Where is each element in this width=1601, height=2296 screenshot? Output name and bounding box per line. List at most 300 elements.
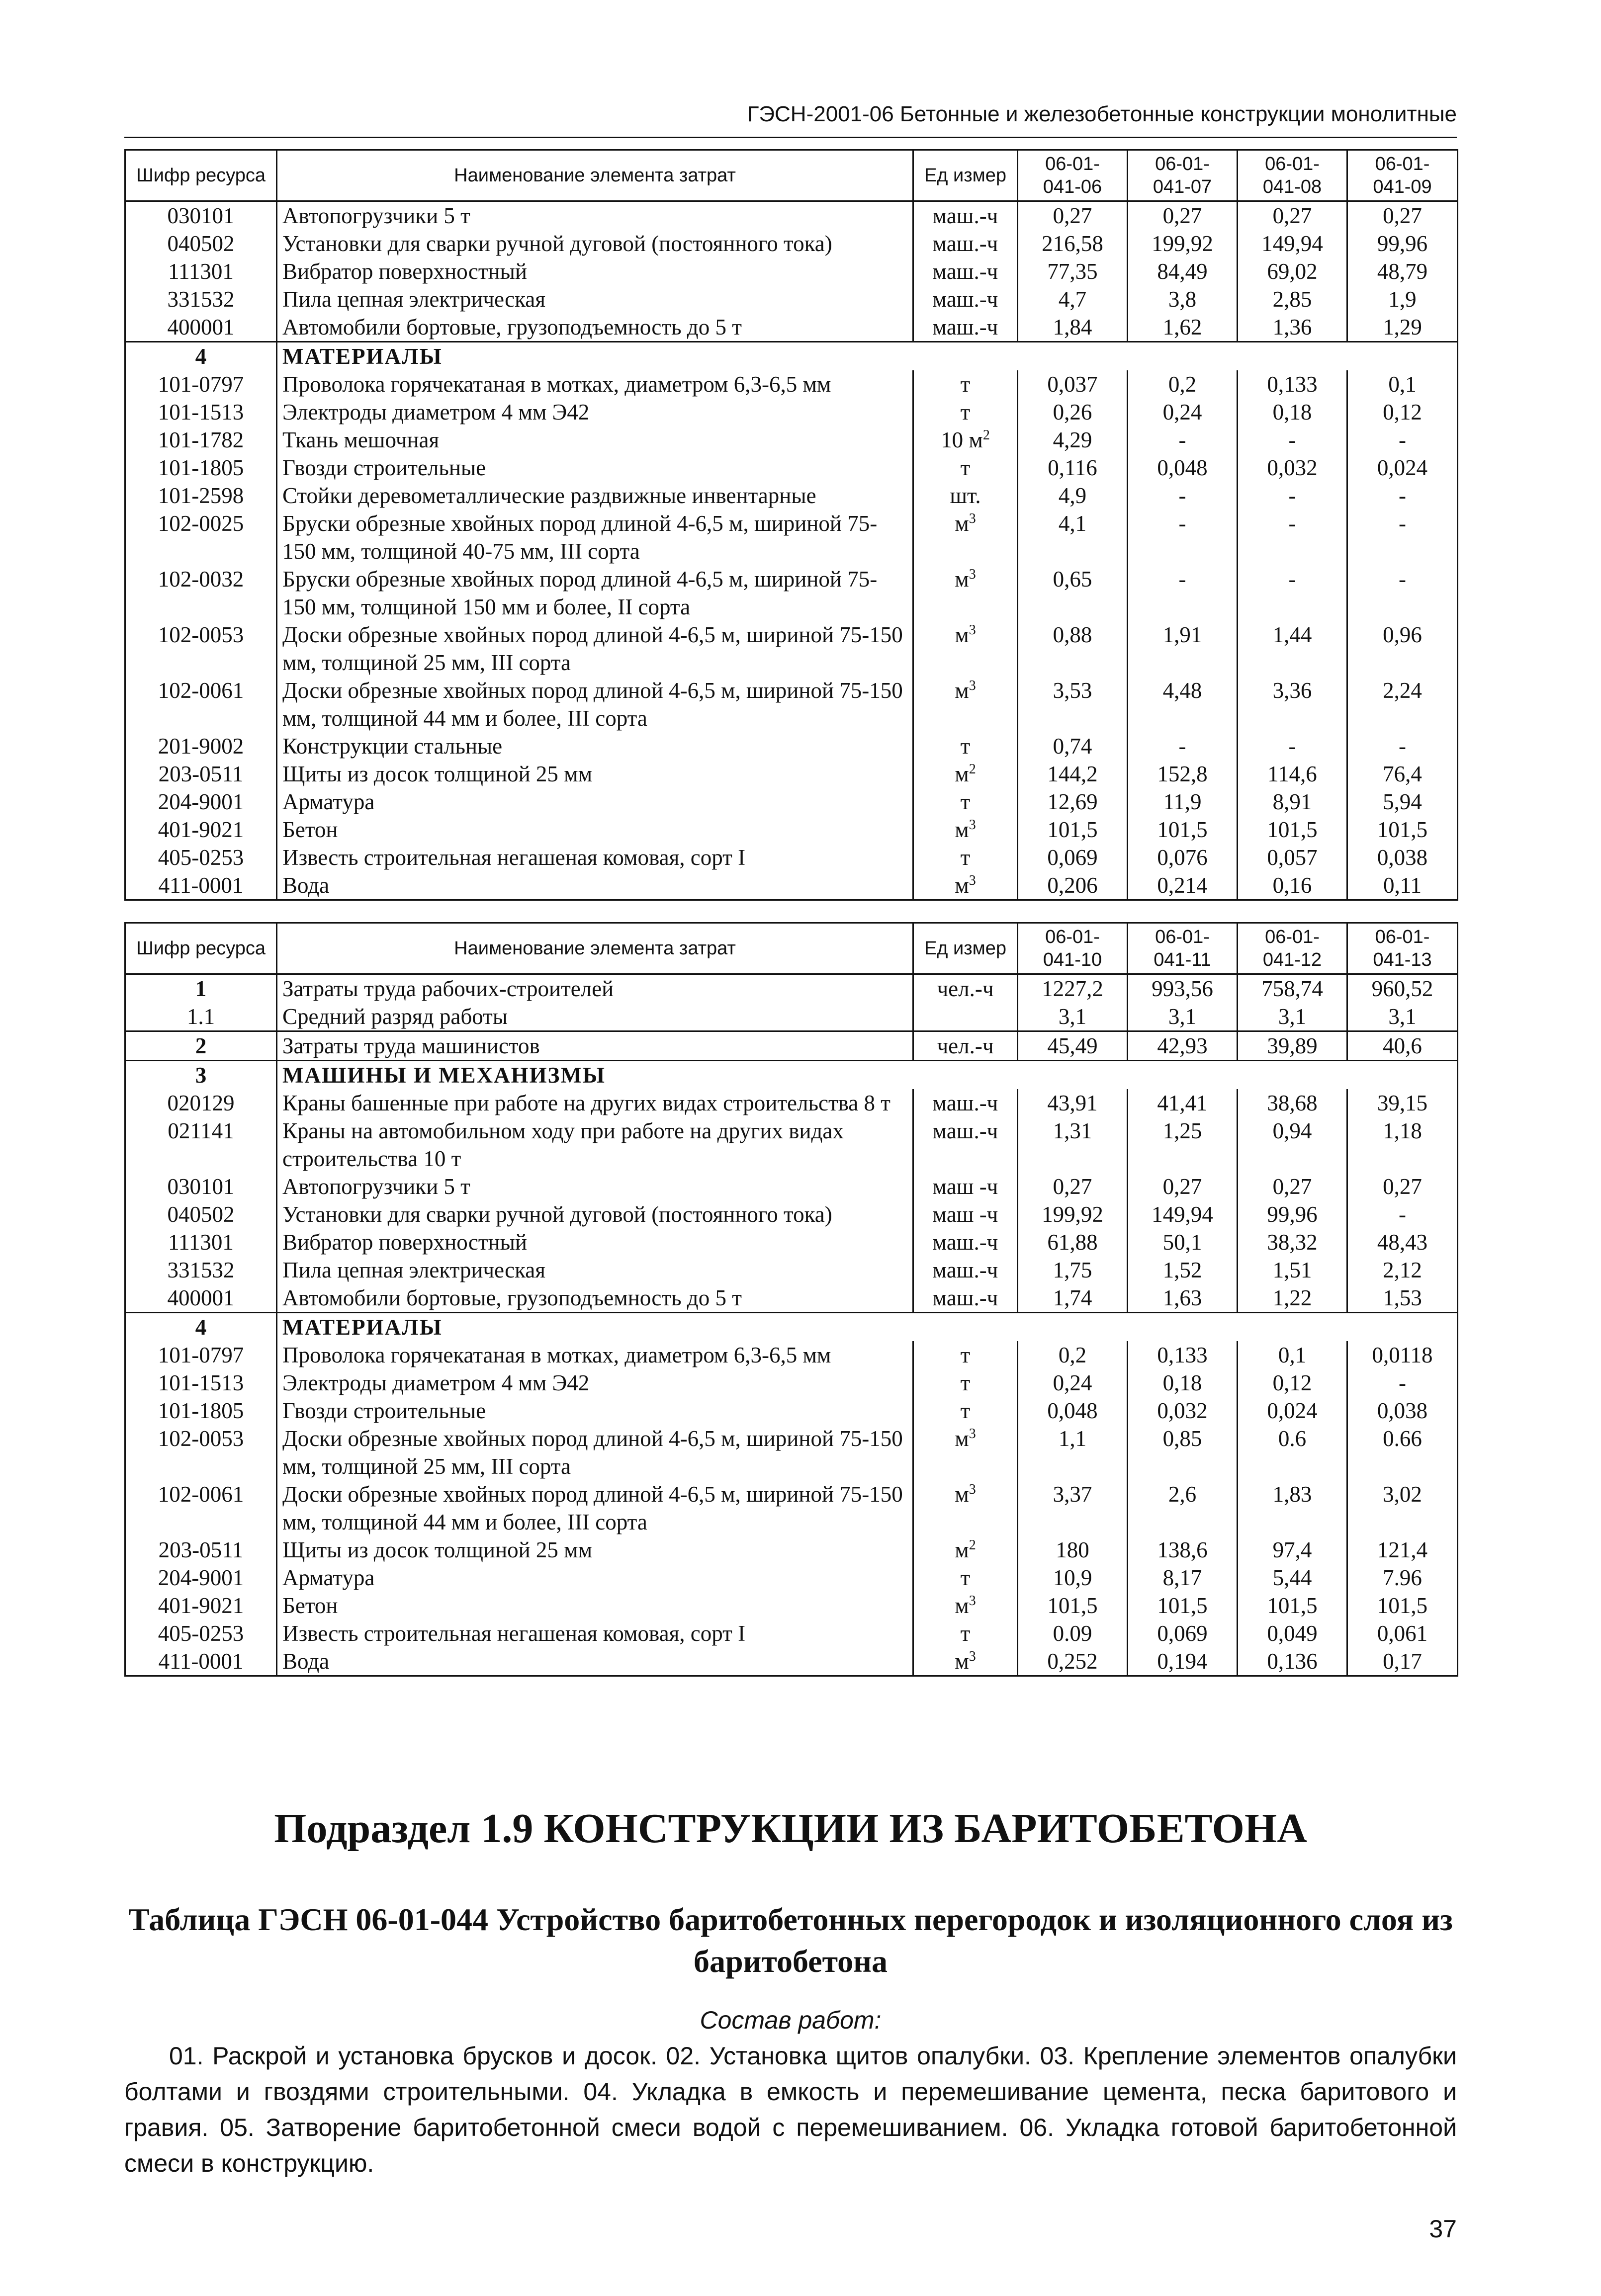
resource-code: 101-1513 (125, 1369, 277, 1397)
unit-exponent: 2 (969, 1537, 976, 1553)
value-cell: 0,24 (1128, 398, 1238, 426)
table-row (125, 1089, 1458, 1117)
value-cell: 101,5 (1347, 1592, 1458, 1619)
resource-name: Пила цепная электрическая (277, 285, 913, 313)
table-row (125, 760, 1458, 788)
unit-text: м (955, 1426, 969, 1451)
unit-cell (913, 1536, 1018, 1564)
unit-text: м (955, 1482, 969, 1507)
value-cell: 0,16 (1238, 871, 1347, 900)
value-cell: - (1347, 426, 1458, 454)
value-cell: - (1238, 510, 1347, 565)
composition-label: Состав работ: (700, 2006, 882, 2034)
value-cell: 0,85 (1128, 1425, 1238, 1480)
value-cell: - (1128, 565, 1238, 621)
value-cell: 0,26 (1018, 398, 1128, 426)
unit-text: т (960, 1565, 971, 1590)
value-cell: 1,22 (1238, 1284, 1347, 1313)
value-cell: - (1128, 732, 1238, 760)
unit-text: маш.-ч (932, 231, 998, 256)
unit-cell (913, 398, 1018, 426)
unit-cell (913, 1619, 1018, 1647)
value-cell: 1,84 (1018, 313, 1128, 342)
value-cell: 0,038 (1347, 844, 1458, 871)
value-cell: 1,74 (1018, 1284, 1128, 1313)
value-cell: - (1128, 510, 1238, 565)
value-cell: 101,5 (1238, 816, 1347, 844)
value-cell: 69,02 (1238, 257, 1347, 285)
unit-exponent: 3 (969, 567, 976, 582)
unit-text: чел.-ч (937, 976, 994, 1001)
unit-cell (913, 1089, 1018, 1117)
resource-name: Доски обрезные хвойных пород длиной 4-6,5 м, шириной 75-150 мм, толщиной 44 мм и более, III сорта (277, 677, 913, 732)
unit-cell (913, 565, 1018, 621)
value-cell: 1,9 (1347, 285, 1458, 313)
section-number: 4 (125, 1313, 277, 1342)
unit-cell (913, 1647, 1018, 1676)
value-cell: - (1347, 482, 1458, 510)
table-row (125, 1592, 1458, 1619)
value-cell: 2,24 (1347, 677, 1458, 732)
value-cell: 40,6 (1347, 1031, 1458, 1061)
value-cell: 101,5 (1128, 1592, 1238, 1619)
unit-text: т (960, 734, 971, 759)
value-cell: 39,15 (1347, 1089, 1458, 1117)
resource-name: Электроды диаметром 4 мм Э42 (277, 398, 913, 426)
resource-code: 401-9021 (125, 816, 277, 844)
unit-text: т (960, 1343, 971, 1367)
resource-name: Конструкции стальные (277, 732, 913, 760)
value-cell: 1,31 (1018, 1117, 1128, 1173)
value-cell: 960,52 (1347, 974, 1458, 1003)
table-row (125, 1173, 1458, 1200)
unit-cell (913, 1003, 1018, 1031)
table-row (125, 871, 1458, 900)
value-cell: 0,057 (1238, 844, 1347, 871)
value-cell: 3,53 (1018, 677, 1128, 732)
resource-code: 102-0061 (125, 1480, 277, 1536)
table-row (125, 565, 1458, 621)
resource-name: Бруски обрезные хвойных пород длиной 4-6,5 м, шириной 75-150 мм, толщиной 40-75 мм, III сорта (277, 510, 913, 565)
unit-text: т (960, 1621, 971, 1646)
resource-table-1 (124, 149, 1458, 901)
unit-exponent: 3 (969, 817, 976, 833)
table-row (125, 510, 1458, 565)
resource-name: Вода (277, 871, 913, 900)
value-cell: 0,27 (1238, 201, 1347, 230)
value-cell: 0,27 (1347, 201, 1458, 230)
resource-name: Гвозди строительные (277, 454, 913, 482)
unit-cell (913, 230, 1018, 257)
value-cell: 1,25 (1128, 1117, 1238, 1173)
value-cell: 2,85 (1238, 285, 1347, 313)
table-row (125, 201, 1458, 230)
table-row (125, 1256, 1458, 1284)
value-cell: 0.09 (1018, 1619, 1128, 1647)
value-cell: 4,29 (1018, 426, 1128, 454)
value-cell: 0,27 (1128, 201, 1238, 230)
table-row (125, 482, 1458, 510)
value-cell: 993,56 (1128, 974, 1238, 1003)
table-row (125, 844, 1458, 871)
unit-exponent: 2 (969, 762, 976, 777)
section-row (125, 1061, 1458, 1090)
header-col: 06-01- 041-12 (1238, 923, 1347, 974)
resource-code: 204-9001 (125, 788, 277, 816)
unit-text: маш.-ч (932, 1118, 998, 1143)
resource-name: Проволока горячекатаная в мотках, диаметром 6,3-6,5 мм (277, 1341, 913, 1369)
resource-code: 400001 (125, 1284, 277, 1313)
resource-code: 020129 (125, 1089, 277, 1117)
value-cell: 121,4 (1347, 1536, 1458, 1564)
unit-text: маш.-ч (932, 259, 998, 284)
value-cell: 0,27 (1238, 1173, 1347, 1200)
value-cell: 0,038 (1347, 1397, 1458, 1425)
value-cell: 101,5 (1018, 1592, 1128, 1619)
unit-exponent: 2 (982, 427, 990, 443)
unit-cell (913, 816, 1018, 844)
unit-cell (913, 788, 1018, 816)
table-row (125, 1564, 1458, 1592)
resource-code: 030101 (125, 1173, 277, 1200)
value-cell: 3,37 (1018, 1480, 1128, 1536)
resource-code: 101-0797 (125, 1341, 277, 1369)
unit-text: т (960, 1370, 971, 1395)
unit-text: чел.-ч (937, 1033, 994, 1058)
composition-text: 01. Раскрой и установка брусков и досок. 02. Установка щитов опалубки. 03. Крепление элементов опалубки болтами и гвоздями строительными. 04. Укладка в емкость и перемешивание цемента, песка баритового и гравия. 05. Затворение баритобетонной смеси водой с перемешиванием. 06. Укладка готовой баритобетонной смеси в конструкцию. (124, 2042, 1457, 2177)
value-cell: 0,049 (1238, 1619, 1347, 1647)
value-cell: 0,1 (1347, 370, 1458, 398)
table-row (125, 398, 1458, 426)
value-cell: 101,5 (1018, 816, 1128, 844)
table-row (125, 1619, 1458, 1647)
value-cell: 0,0118 (1347, 1341, 1458, 1369)
value-cell: 1,62 (1128, 313, 1238, 342)
unit-text: м (955, 678, 969, 703)
resource-code: 203-0511 (125, 1536, 277, 1564)
unit-text: т (960, 789, 971, 814)
unit-cell (913, 1480, 1018, 1536)
unit-cell (913, 760, 1018, 788)
unit-text: маш.-ч (932, 315, 998, 340)
unit-cell (913, 426, 1018, 454)
value-cell: - (1347, 565, 1458, 621)
page-number: 37 (1429, 2215, 1457, 2243)
value-cell: 1,75 (1018, 1256, 1128, 1284)
value-cell: 0,96 (1347, 621, 1458, 677)
unit-cell (913, 1341, 1018, 1369)
value-cell: 0,032 (1128, 1397, 1238, 1425)
value-cell: 1,83 (1238, 1480, 1347, 1536)
resource-code: 1.1 (125, 1003, 277, 1031)
resource-name: Стойки деревометаллические раздвижные инвентарные (277, 482, 913, 510)
resource-code: 411-0001 (125, 1647, 277, 1676)
header-col: 06-01- 041-10 (1018, 923, 1128, 974)
section-row (125, 342, 1458, 371)
unit-cell (913, 257, 1018, 285)
resource-name: Гвозди строительные (277, 1397, 913, 1425)
value-cell: 0.66 (1347, 1425, 1458, 1480)
table-row (125, 230, 1458, 257)
unit-exponent: 3 (969, 873, 976, 888)
page-header: ГЭСН-2001-06 Бетонные и железобетонные конструкции монолитные (124, 97, 1457, 138)
value-cell: 0,069 (1018, 844, 1128, 871)
table-row (125, 426, 1458, 454)
value-cell: 199,92 (1018, 1200, 1128, 1228)
value-cell: 4,9 (1018, 482, 1128, 510)
unit-cell (913, 201, 1018, 230)
value-cell: 0,048 (1018, 1397, 1128, 1425)
unit-cell (913, 732, 1018, 760)
unit-cell (913, 1228, 1018, 1256)
value-cell: 0,24 (1018, 1369, 1128, 1397)
value-cell: 149,94 (1128, 1200, 1238, 1228)
unit-text: м (955, 567, 969, 592)
table-row (125, 788, 1458, 816)
value-cell: 84,49 (1128, 257, 1238, 285)
unit-cell (913, 482, 1018, 510)
resource-code: 102-0032 (125, 565, 277, 621)
unit-cell (913, 510, 1018, 565)
resource-name: Автопогрузчики 5 т (277, 201, 913, 230)
resource-code: 101-1513 (125, 398, 277, 426)
value-cell: 0,2 (1018, 1341, 1128, 1369)
value-cell: 11,9 (1128, 788, 1238, 816)
table-row (125, 974, 1458, 1003)
value-cell: - (1347, 1369, 1458, 1397)
resource-name: Установки для сварки ручной дуговой (постоянного тока) (277, 230, 913, 257)
value-cell: 2,12 (1347, 1256, 1458, 1284)
value-cell: 2,6 (1128, 1480, 1238, 1536)
resource-name: Вибратор поверхностный (277, 1228, 913, 1256)
value-cell: 0,1 (1238, 1341, 1347, 1369)
resource-code: 101-1782 (125, 426, 277, 454)
unit-cell (913, 1117, 1018, 1173)
value-cell: 7.96 (1347, 1564, 1458, 1592)
resource-name: Установки для сварки ручной дуговой (постоянного тока) (277, 1200, 913, 1228)
header-name: Наименование элемента затрат (277, 923, 913, 974)
unit-text: м (955, 511, 969, 536)
value-cell: 0,27 (1018, 201, 1128, 230)
unit-cell (913, 1397, 1018, 1425)
value-cell: 1,29 (1347, 313, 1458, 342)
value-cell: 76,4 (1347, 760, 1458, 788)
section-number: 4 (125, 342, 277, 371)
resource-code: 405-0253 (125, 1619, 277, 1647)
value-cell: 0,037 (1018, 370, 1128, 398)
resource-name: Автомобили бортовые, грузоподъемность до 5 т (277, 313, 913, 342)
section-row (125, 1313, 1458, 1342)
value-cell: - (1128, 426, 1238, 454)
unit-text: м (955, 1593, 969, 1618)
table-row (125, 1117, 1458, 1173)
unit-text: шт. (950, 483, 981, 508)
resource-code: 021141 (125, 1117, 277, 1173)
resource-code: 331532 (125, 1256, 277, 1284)
resource-name: Арматура (277, 1564, 913, 1592)
unit-text: м (955, 1649, 969, 1674)
table-row (125, 1536, 1458, 1564)
header-col: 06-01- 041-13 (1347, 923, 1458, 974)
table-row (125, 257, 1458, 285)
value-cell: 99,96 (1238, 1200, 1347, 1228)
unit-text: маш -ч (932, 1174, 998, 1199)
resource-code: 102-0053 (125, 1425, 277, 1480)
value-cell: 77,35 (1018, 257, 1128, 285)
value-cell: 38,68 (1238, 1089, 1347, 1117)
value-cell: 1,53 (1347, 1284, 1458, 1313)
header-col: 06-01- 041-07 (1128, 150, 1238, 201)
table-body (125, 201, 1458, 900)
value-cell: 0,061 (1347, 1619, 1458, 1647)
header-col: 06-01- 041-08 (1238, 150, 1347, 201)
value-cell: 101,5 (1347, 816, 1458, 844)
resource-name: Щиты из досок толщиной 25 мм (277, 1536, 913, 1564)
unit-text: м (955, 817, 969, 842)
value-cell: 0,17 (1347, 1647, 1458, 1676)
value-cell: 0,048 (1128, 454, 1238, 482)
value-cell: 3,1 (1128, 1003, 1238, 1031)
value-cell: 1,91 (1128, 621, 1238, 677)
unit-text: маш.-ч (932, 1285, 998, 1310)
resource-name: Автопогрузчики 5 т (277, 1173, 913, 1200)
value-cell: 3,02 (1347, 1480, 1458, 1536)
value-cell: 97,4 (1238, 1536, 1347, 1564)
unit-text: м (955, 873, 969, 898)
resource-code: 204-9001 (125, 1564, 277, 1592)
resource-name: Автомобили бортовые, грузоподъемность до 5 т (277, 1284, 913, 1313)
value-cell: 50,1 (1128, 1228, 1238, 1256)
resource-name: Бетон (277, 1592, 913, 1619)
value-cell: 180 (1018, 1536, 1128, 1564)
value-cell: 0,27 (1347, 1173, 1458, 1200)
unit-cell (913, 1369, 1018, 1397)
section-title: МАШИНЫ И МЕХАНИЗМЫ (277, 1061, 1458, 1090)
value-cell: 0,116 (1018, 454, 1128, 482)
value-cell: 0,076 (1128, 844, 1238, 871)
resource-code: 203-0511 (125, 760, 277, 788)
unit-text: т (960, 845, 971, 870)
value-cell: 152,8 (1128, 760, 1238, 788)
resource-name: Бетон (277, 816, 913, 844)
value-cell: 101,5 (1238, 1592, 1347, 1619)
unit-text: т (960, 1398, 971, 1423)
unit-cell (913, 1200, 1018, 1228)
unit-text: маш.-ч (932, 287, 998, 312)
value-cell: 1,18 (1347, 1117, 1458, 1173)
unit-text: т (960, 455, 971, 480)
value-cell: 3,8 (1128, 285, 1238, 313)
value-cell: 12,69 (1018, 788, 1128, 816)
value-cell: 101,5 (1128, 816, 1238, 844)
value-cell: 4,7 (1018, 285, 1128, 313)
unit-exponent: 3 (969, 1482, 976, 1497)
value-cell: 0,12 (1238, 1369, 1347, 1397)
value-cell: 0,133 (1128, 1341, 1238, 1369)
value-cell: 0,133 (1238, 370, 1347, 398)
table-body (125, 974, 1458, 1676)
resource-name: Известь строительная негашеная комовая, сорт I (277, 844, 913, 871)
resource-name: Щиты из досок толщиной 25 мм (277, 760, 913, 788)
value-cell: 61,88 (1018, 1228, 1128, 1256)
unit-cell (913, 871, 1018, 900)
unit-cell (913, 1284, 1018, 1313)
unit-cell (913, 1564, 1018, 1592)
value-cell: 0,18 (1238, 398, 1347, 426)
value-cell: 38,32 (1238, 1228, 1347, 1256)
table-row (125, 285, 1458, 313)
resource-name: Арматура (277, 788, 913, 816)
value-cell: 0,024 (1238, 1397, 1347, 1425)
value-cell: 1,36 (1238, 313, 1347, 342)
resource-code: 101-2598 (125, 482, 277, 510)
unit-text: 10 м (941, 427, 983, 452)
section-title: МАТЕРИАЛЫ (277, 342, 1458, 371)
value-cell: 10,9 (1018, 1564, 1128, 1592)
resource-name: Краны башенные при работе на других видах строительства 8 т (277, 1089, 913, 1117)
value-cell: 0,74 (1018, 732, 1128, 760)
value-cell: 138,6 (1128, 1536, 1238, 1564)
value-cell: 758,74 (1238, 974, 1347, 1003)
section-number: 3 (125, 1061, 277, 1090)
value-cell: 3,36 (1238, 677, 1347, 732)
resource-code: 400001 (125, 313, 277, 342)
value-cell: 0,252 (1018, 1647, 1128, 1676)
value-cell: 0,194 (1128, 1647, 1238, 1676)
subsection-title: Подраздел 1.9 КОНСТРУКЦИИ ИЗ БАРИТОБЕТОНА (274, 1805, 1307, 1852)
resource-code: 111301 (125, 257, 277, 285)
resource-code: 201-9002 (125, 732, 277, 760)
unit-exponent: 3 (969, 1593, 976, 1609)
unit-cell (913, 1592, 1018, 1619)
value-cell: - (1347, 510, 1458, 565)
header-col: 06-01- 041-11 (1128, 923, 1238, 974)
table-title: Таблица ГЭСН 06-01-044 Устройство баритобетонных перегородок и изоляционного слоя из баритобетона (128, 1902, 1453, 1979)
value-cell: 0,11 (1347, 871, 1458, 900)
value-cell: 0,18 (1128, 1369, 1238, 1397)
value-cell: 45,49 (1018, 1031, 1128, 1061)
value-cell: 0,136 (1238, 1647, 1347, 1676)
unit-exponent: 3 (969, 1426, 976, 1442)
table-row (125, 454, 1458, 482)
table-row (125, 313, 1458, 342)
resource-code: 101-0797 (125, 370, 277, 398)
table-row (125, 1369, 1458, 1397)
value-cell: 0,069 (1128, 1619, 1238, 1647)
table-row (125, 1341, 1458, 1369)
value-cell: 0,032 (1238, 454, 1347, 482)
unit-text: маш.-ч (932, 1258, 998, 1282)
value-cell: 4,48 (1128, 677, 1238, 732)
value-cell: 144,2 (1018, 760, 1128, 788)
table-row (125, 816, 1458, 844)
unit-cell (913, 844, 1018, 871)
value-cell: 0.6 (1238, 1425, 1347, 1480)
value-cell: 149,94 (1238, 230, 1347, 257)
resource-name: Известь строительная негашеная комовая, сорт I (277, 1619, 913, 1647)
unit-text: маш.-ч (932, 1091, 998, 1115)
value-cell: 216,58 (1018, 230, 1128, 257)
resource-name: Вибратор поверхностный (277, 257, 913, 285)
value-cell: 1227,2 (1018, 974, 1128, 1003)
unit-text: м (955, 1537, 969, 1562)
value-cell: 0,206 (1018, 871, 1128, 900)
header-code: Шифр ресурса (125, 150, 277, 201)
unit-text: маш.-ч (932, 1230, 998, 1255)
value-cell: 8,91 (1238, 788, 1347, 816)
table-row (125, 1480, 1458, 1536)
value-cell: - (1238, 565, 1347, 621)
